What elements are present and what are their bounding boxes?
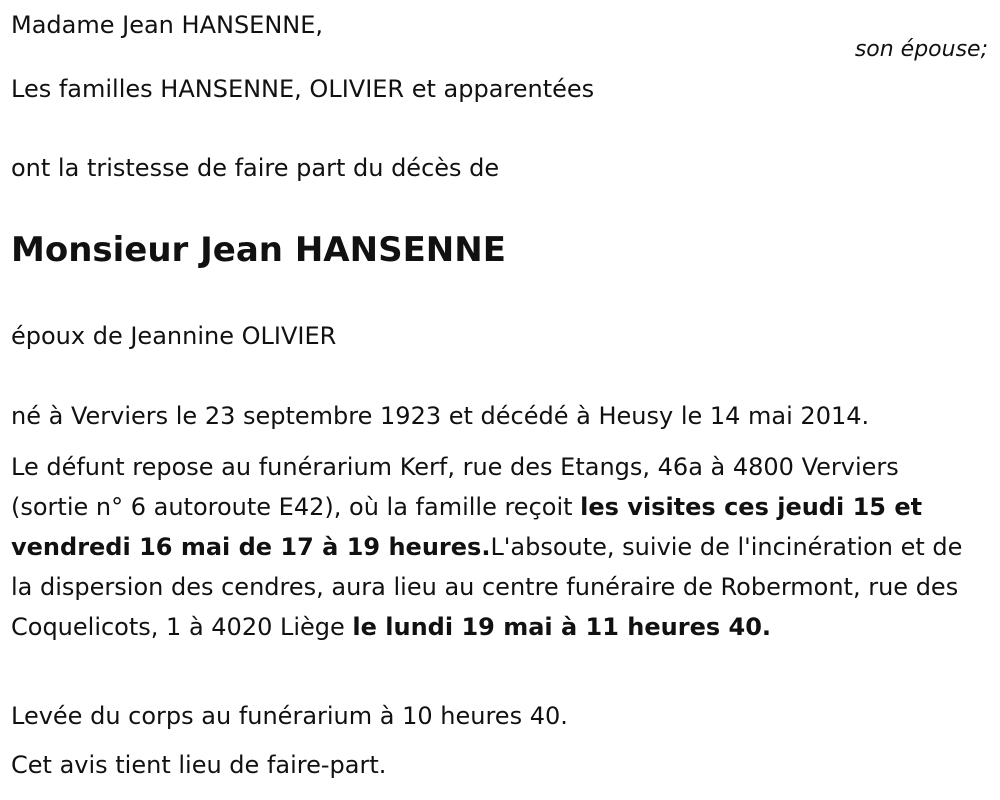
widow-line: Madame Jean HANSENNE,	[11, 11, 324, 39]
funeral-details-text-2: L'absoute, suivie de l'incinération et de la dispersion des cendres, aura lieu au centre funéraire de Robermont, rue des Coquelicots, 1 à 4020 Liège	[11, 533, 963, 641]
funeral-details-text-1: Le défunt repose au funérarium Kerf, rue des Etangs, 46a à 4800 Verviers (sortie n° 6 autoroute E42), où la famille reçoit	[11, 453, 899, 521]
ceremony-schedule: le lundi 19 mai à 11 heures 40.	[352, 613, 772, 641]
announcement-line: ont la tristesse de faire part du décès de	[11, 154, 500, 182]
closing-line: Cet avis tient lieu de faire-part.	[11, 751, 387, 779]
visits-schedule: les visites ces jeudi 15 et vendredi 16 mai de 17 à 19 heures.	[11, 493, 923, 561]
spouse-note: son épouse;	[854, 37, 988, 62]
families-line: Les familles HANSENNE, OLIVIER et apparentées	[11, 75, 595, 103]
spouse-of-line: époux de Jeannine OLIVIER	[11, 322, 337, 350]
levee-line: Levée du corps au funérarium à 10 heures 40.	[11, 702, 568, 730]
deceased-name: Monsieur Jean HANSENNE	[11, 230, 506, 270]
funeral-details-paragraph	[11, 447, 976, 647]
birth-death-line: né à Verviers le 23 septembre 1923 et décédé à Heusy le 14 mai 2014.	[11, 402, 870, 430]
